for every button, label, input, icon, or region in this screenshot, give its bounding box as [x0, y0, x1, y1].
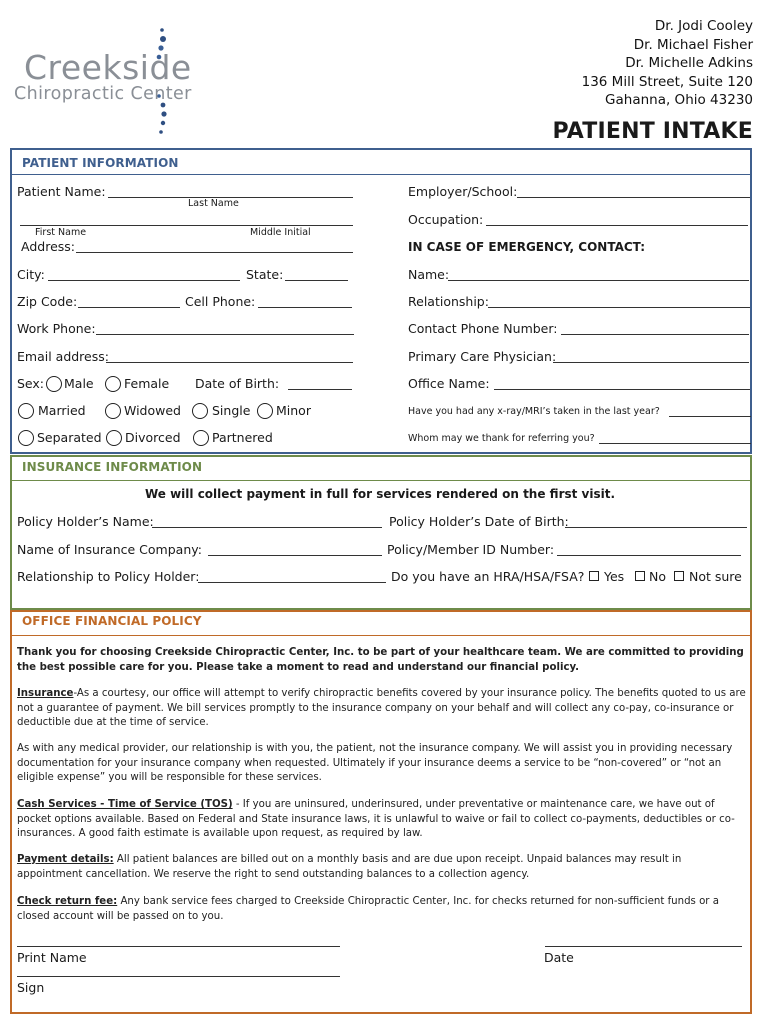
- office-name-field[interactable]: [494, 389, 750, 390]
- divorced-label: Divorced: [125, 430, 181, 445]
- cash-services-paragraph: [17, 798, 749, 842]
- check-return-paragraph: [17, 895, 749, 924]
- cell-phone-label: Cell Phone:: [185, 294, 256, 309]
- address-field[interactable]: [76, 252, 353, 253]
- employer-label: Employer/School:: [408, 184, 518, 199]
- relationship-to-holder-field[interactable]: [198, 582, 386, 583]
- state-label: State:: [246, 267, 284, 282]
- last-name-caption: Last Name: [188, 198, 239, 209]
- policy-id-field[interactable]: [557, 555, 741, 556]
- payment-notice: We will collect payment in full for services rendered on the first visit.: [144, 487, 616, 501]
- separated-label: Separated: [37, 430, 102, 445]
- sex-male-radio[interactable]: [46, 376, 62, 392]
- sex-female-radio[interactable]: [105, 376, 121, 392]
- minor-radio[interactable]: [257, 403, 273, 419]
- check-return-heading: Check return fee:: [17, 896, 118, 907]
- sign-label: Sign: [17, 980, 45, 995]
- female-label: Female: [124, 376, 170, 391]
- hra-no-checkbox[interactable]: [635, 571, 645, 581]
- work-phone-field[interactable]: [96, 334, 354, 335]
- emergency-relationship-field[interactable]: [488, 307, 750, 308]
- insurance-company-label: Name of Insurance Company:: [17, 542, 202, 557]
- cash-services-text: - If you are uninsured, underinsured, under preventative or maintenance care, we have out of pocket options available. Based on Federal and State insurance laws, it is unlawful to waive or fail to collect co-payments, deductibles or co-insurances. A good faith estimate is available upon request, as required by law.: [17, 799, 735, 840]
- primary-care-physician-label: Primary Care Physician:: [408, 349, 557, 364]
- occupation-label: Occupation:: [408, 212, 484, 227]
- doctor-name: Dr. Michelle Adkins: [625, 55, 753, 72]
- cash-services-heading: Cash Services - Time of Service (TOS): [17, 799, 233, 810]
- middle-initial-caption: Middle Initial: [250, 227, 311, 238]
- street-address: 136 Mill Street, Suite 120: [581, 73, 753, 90]
- employer-field[interactable]: [517, 197, 750, 198]
- male-label: Male: [64, 376, 94, 391]
- emergency-contact-heading: IN CASE OF EMERGENCY, CONTACT:: [408, 240, 646, 254]
- office-financial-policy-heading: OFFICE FINANCIAL POLICY: [22, 614, 202, 628]
- married-radio[interactable]: [18, 403, 34, 419]
- city-state-zip: Gahanna, Ohio 43230: [605, 92, 753, 109]
- payment-details-text: All patient balances are billed out on a monthly basis and are due upon receipt. Unpaid balances may result in appointment cancellation. We reserve the right to send outstanding balances to a collection agency.: [17, 854, 682, 880]
- married-label: Married: [38, 403, 86, 418]
- first-name-caption: First Name: [35, 227, 87, 238]
- address-label: Address:: [21, 239, 75, 254]
- city-field[interactable]: [48, 280, 240, 281]
- patient-name-label: Patient Name:: [17, 184, 106, 199]
- signature-field[interactable]: [17, 976, 340, 977]
- sex-label: Sex:: [17, 376, 45, 391]
- not-sure-label: Not sure: [689, 569, 742, 584]
- divider: [10, 635, 752, 636]
- insurance-paragraph-text: -As a courtesy, our office will attempt to verify chiropractic benefits covered by your insurance policy. The benefits quoted to us are not a guarantee of payment. We bill services promptly to the insurance company on your behalf and will collect any co-pay, co-insurance or deductible due at the time of service.: [17, 688, 746, 729]
- check-return-text: Any bank service fees charged to Creekside Chiropractic Center, Inc. for checks returned for non-sufficient funds or a closed account will be passed on to you.: [17, 896, 719, 922]
- partnered-radio[interactable]: [193, 430, 209, 446]
- payment-details-heading: Payment details:: [17, 854, 114, 865]
- hra-yes-checkbox[interactable]: [589, 571, 599, 581]
- doctor-name: Dr. Michael Fisher: [633, 36, 753, 53]
- office-name-label: Office Name:: [408, 376, 490, 391]
- separated-radio[interactable]: [18, 430, 34, 446]
- occupation-field[interactable]: [486, 225, 748, 226]
- print-name-label: Print Name: [17, 950, 87, 965]
- single-label: Single: [212, 403, 251, 418]
- emergency-name-label: Name:: [408, 267, 450, 282]
- no-label: No: [649, 569, 666, 584]
- widowed-label: Widowed: [124, 403, 181, 418]
- divider: [10, 480, 752, 481]
- policy-holder-dob-field[interactable]: [565, 527, 747, 528]
- policy-holder-name-label: Policy Holder’s Name:: [17, 514, 154, 529]
- relationship-to-holder-label: Relationship to Policy Holder:: [17, 569, 200, 584]
- emergency-name-field[interactable]: [448, 280, 749, 281]
- insurance-information-box: [10, 455, 752, 610]
- referral-question: Whom may we thank for referring you?: [408, 433, 595, 444]
- insurance-policy-paragraph: [17, 687, 749, 731]
- hra-not-sure-checkbox[interactable]: [674, 571, 684, 581]
- policy-id-label: Policy/Member ID Number:: [387, 542, 555, 557]
- email-label: Email address:: [17, 349, 109, 364]
- policy-holder-dob-label: Policy Holder’s Date of Birth:: [389, 514, 569, 529]
- patient-information-heading: PATIENT INFORMATION: [22, 156, 179, 170]
- xray-question: Have you had any x-ray/MRI’s taken in the last year?: [408, 406, 660, 417]
- zip-code-label: Zip Code:: [17, 294, 78, 309]
- cell-phone-field[interactable]: [258, 307, 352, 308]
- policy-intro: Thank you for choosing Creekside Chiropractic Center, Inc. to be part of your healthcare team. We are committed to providing the best possible care for you. Please take a moment to read and understand our financial policy.: [17, 647, 744, 673]
- partnered-label: Partnered: [212, 430, 273, 445]
- contact-phone-field[interactable]: [561, 334, 749, 335]
- state-field[interactable]: [285, 280, 348, 281]
- city-label: City:: [17, 267, 45, 282]
- single-radio[interactable]: [192, 403, 208, 419]
- minor-label: Minor: [276, 403, 311, 418]
- primary-care-physician-field[interactable]: [553, 362, 749, 363]
- referral-field[interactable]: [599, 443, 751, 444]
- insurance-information-heading: INSURANCE INFORMATION: [22, 460, 203, 474]
- date-label: Date: [544, 950, 574, 965]
- hra-question: Do you have an HRA/HSA/FSA?: [391, 569, 585, 584]
- yes-label: Yes: [604, 569, 625, 584]
- widowed-radio[interactable]: [105, 403, 121, 419]
- print-name-field[interactable]: [17, 946, 340, 947]
- practice-address-block: [582, 17, 753, 110]
- patient-first-name-field[interactable]: [20, 225, 353, 226]
- doctor-name: Dr. Jodi Cooley: [654, 18, 753, 34]
- insurance-heading: Insurance: [17, 688, 74, 699]
- email-field[interactable]: [106, 362, 353, 363]
- date-of-birth-field[interactable]: [288, 389, 352, 390]
- date-field[interactable]: [545, 946, 742, 947]
- zip-code-field[interactable]: [78, 307, 180, 308]
- policy-holder-name-field[interactable]: [152, 527, 382, 528]
- provider-paragraph: As with any medical provider, our relationship is with you, the patient, not the insurance company. We will assist you in providing necessary documentation for your insurance company when requested. Ultimately if your insurance deems a service to be “non-covered” or “not an eligible expense” you will be responsible for these services.: [17, 743, 733, 784]
- xray-field[interactable]: [669, 416, 751, 417]
- divorced-radio[interactable]: [106, 430, 122, 446]
- divider: [10, 174, 752, 175]
- work-phone-label: Work Phone:: [17, 321, 96, 336]
- date-of-birth-label: Date of Birth:: [195, 376, 280, 391]
- contact-phone-label: Contact Phone Number:: [408, 321, 558, 336]
- page-title: PATIENT INTAKE: [552, 119, 753, 144]
- logo-subtitle: Chiropractic Center: [14, 84, 192, 104]
- logo-wordmark: Creekside: [24, 48, 192, 87]
- insurance-company-field[interactable]: [208, 555, 382, 556]
- emergency-relationship-label: Relationship:: [408, 294, 489, 309]
- payment-details-paragraph: [17, 853, 749, 882]
